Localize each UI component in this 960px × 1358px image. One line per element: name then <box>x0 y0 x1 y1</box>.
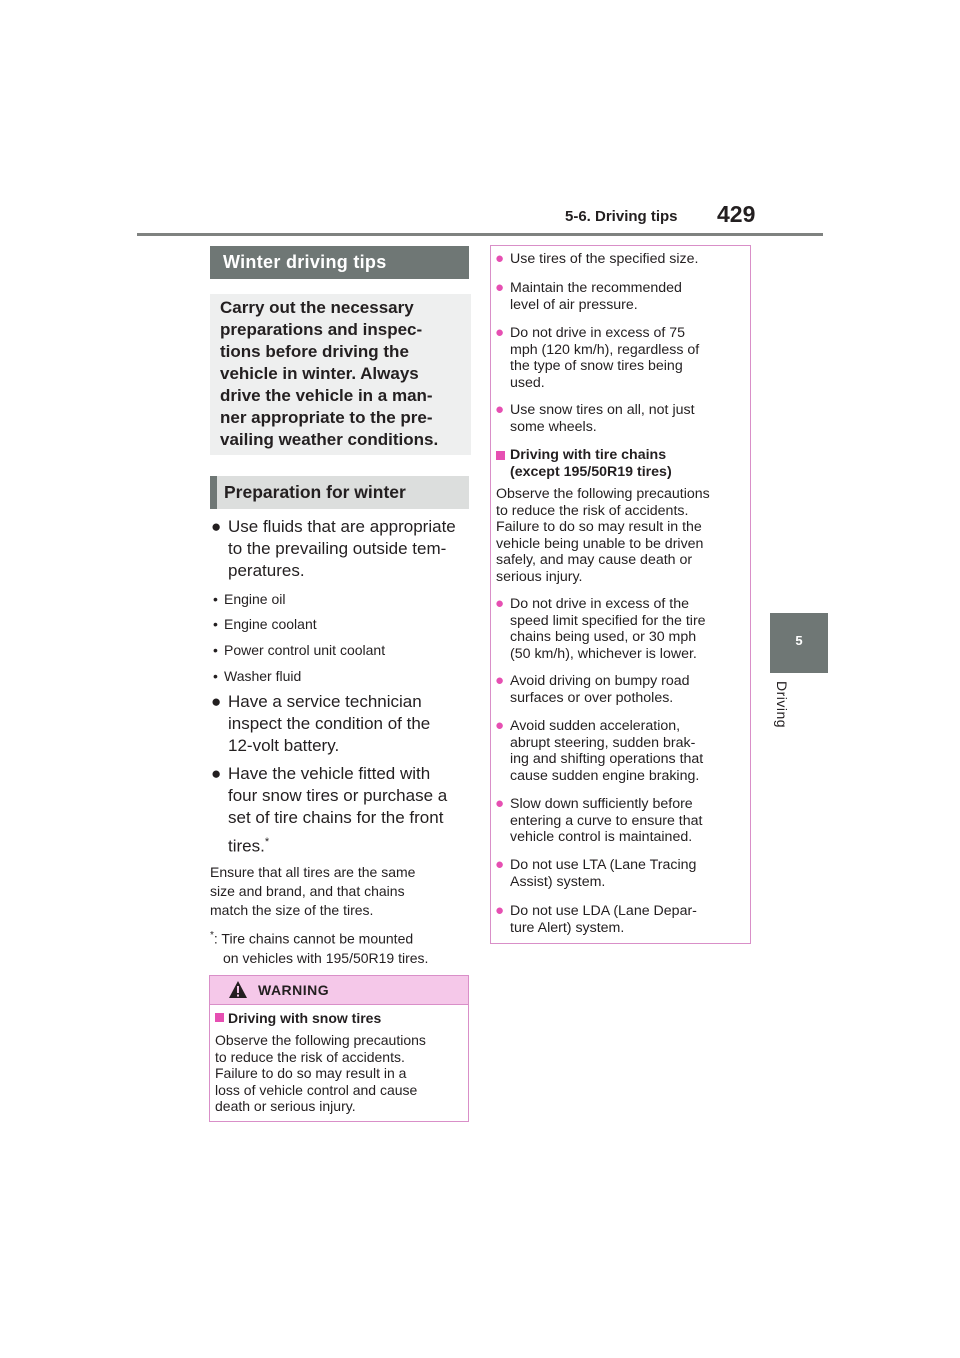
right-item-line: some wheels. <box>510 418 597 435</box>
chain-item <box>496 596 746 662</box>
footnote-line <box>210 926 472 949</box>
pink-bullet-icon: ● <box>495 250 505 267</box>
right-item-line: used. <box>510 374 545 391</box>
right-item-line: Avoid driving on bumpy road <box>510 673 690 689</box>
right-item-line: (50 km/h), whichever is lower. <box>510 645 697 662</box>
footnote <box>210 926 472 968</box>
chapter-tab[interactable]: 5 <box>770 613 828 673</box>
footnote-text: : Tire chains cannot be mounted <box>213 930 414 947</box>
list-item-line: 12-volt battery. <box>228 736 340 755</box>
right-item-line: Do not drive in excess of the <box>510 596 690 612</box>
right-item-line: chains being used, or 30 mph <box>510 629 697 645</box>
paragraph-line: match the size of the tires. <box>210 902 374 918</box>
sub-item-washer-fluid <box>213 667 468 685</box>
intro-line: vehicle in winter. Always <box>220 364 419 383</box>
right-item-line: level of air pressure. <box>510 296 638 313</box>
right-item <box>496 251 746 268</box>
paragraph-line: serious injury. <box>496 568 583 585</box>
right-item-line: Use tires of the specified size. <box>510 251 699 267</box>
chain-item <box>496 857 746 890</box>
sub-item-label: Washer fluid <box>224 668 302 684</box>
right-item-line: surfaces or over potholes. <box>510 689 674 706</box>
intro-line: Carry out the necessary <box>220 298 414 317</box>
paragraph-line: Ensure that all tires are the same <box>210 864 416 880</box>
right-item-line: Slow down sufficiently before <box>510 796 693 812</box>
right-item-line: entering a curve to ensure that <box>510 812 703 829</box>
warning-body <box>215 1032 465 1115</box>
paragraph-line: size and brand, and that chains <box>210 883 405 899</box>
right-item-line: speed limit specified for the tire <box>510 612 706 629</box>
chapter-label: Driving <box>774 681 790 729</box>
intro-line: vailing weather conditions. <box>220 430 439 449</box>
sub-item-pcu-coolant <box>213 641 468 659</box>
right-item-line: Do not use LTA (Lane Tracing <box>510 857 697 873</box>
list-item-battery <box>211 691 471 757</box>
warning-line: Observe the following precautions <box>215 1032 426 1048</box>
list-item-line: peratures. <box>228 561 305 580</box>
pink-bullet-icon: ● <box>495 279 505 296</box>
paragraph-line: safely, and may cause death or <box>496 552 693 568</box>
right-item-line: ing and shifting operations that <box>510 751 704 767</box>
square-bullet-icon <box>496 451 505 460</box>
warning-subheading <box>215 1010 381 1026</box>
pink-bullet-icon: ● <box>495 856 505 873</box>
sub-bullet-icon: • <box>213 668 218 684</box>
right-item <box>496 325 746 391</box>
footnote-line: on vehicles with 195/50R19 tires. <box>223 949 429 966</box>
warning-line: loss of vehicle control and cause <box>215 1081 418 1098</box>
right-item-line: Do not drive in excess of 75 <box>510 325 686 341</box>
list-item-line <box>228 831 471 858</box>
right-item-line: ture Alert) system. <box>510 919 625 936</box>
list-item-line: Have the vehicle fitted with <box>228 764 431 783</box>
right-item-line: abrupt steering, sudden brak- <box>510 734 696 751</box>
right-item-line: Avoid sudden acceleration, <box>510 718 681 734</box>
subheading-line: (except 195/50R19 tires) <box>510 463 672 480</box>
right-item-line: vehicle control is maintained. <box>510 829 693 845</box>
sub-item-engine-oil <box>213 590 468 608</box>
paragraph-line: Observe the following precautions <box>496 486 710 502</box>
pink-bullet-icon: ● <box>495 595 505 612</box>
warning-title: WARNING <box>258 982 330 998</box>
list-item-line: four snow tires or purchase a <box>228 786 448 805</box>
ensure-paragraph <box>210 863 468 920</box>
page-number: 429 <box>717 201 756 227</box>
intro-line: ner appropriate to the pre- <box>220 408 433 427</box>
list-item-last-word: tires. <box>228 836 265 856</box>
warning-subheading-text: Driving with snow tires <box>228 1010 382 1026</box>
sub-item-label: Engine oil <box>224 591 286 607</box>
list-item-fluids <box>211 516 471 582</box>
list-item-line: Use fluids that are appropriate <box>228 517 456 536</box>
sub-item-label: Power control unit coolant <box>224 642 386 658</box>
pink-bullet-icon: ● <box>495 401 505 418</box>
right-item-line: Use snow tires on all, not just <box>510 402 695 418</box>
intro-box <box>210 294 471 455</box>
paragraph-line: vehicle being unable to be driven <box>496 535 704 552</box>
list-item-line: inspect the condition of the <box>228 714 431 733</box>
sub-bullet-icon: • <box>213 642 218 658</box>
chain-item <box>496 673 746 706</box>
chain-item <box>496 796 746 846</box>
warning-header <box>210 976 468 1005</box>
right-item-line: the type of snow tires being <box>510 358 683 374</box>
right-item-line: mph (120 km/h), regardless of <box>510 341 700 358</box>
section-title: 5-6. Driving tips <box>565 208 678 225</box>
warning-line: death or serious injury. <box>215 1098 356 1114</box>
warning-line: to reduce the risk of accidents. <box>215 1048 405 1065</box>
pink-bullet-icon: ● <box>495 717 505 734</box>
footnote-marker: * <box>264 836 270 848</box>
sub-bullet-icon: • <box>213 616 218 632</box>
sub-item-engine-coolant <box>213 615 468 633</box>
chain-item <box>496 718 746 784</box>
list-item-line: Have a service technician <box>228 692 422 711</box>
right-item-line: cause sudden engine braking. <box>510 767 700 784</box>
pink-bullet-icon: ● <box>495 902 505 919</box>
sub-bullet-icon: • <box>213 591 218 607</box>
pink-bullet-icon: ● <box>495 324 505 341</box>
bullet-icon: ● <box>211 517 222 536</box>
chains-subheading <box>496 447 746 480</box>
pink-bullet-icon: ● <box>495 672 505 689</box>
preparation-heading: Preparation for winter <box>210 476 469 509</box>
chains-intro <box>496 486 746 585</box>
footnote-mark: * <box>210 930 214 941</box>
intro-line: drive the vehicle in a man- <box>220 386 433 405</box>
list-item-snow-tires <box>211 763 471 858</box>
header-rule <box>137 233 823 236</box>
intro-line: preparations and inspec- <box>220 320 423 339</box>
bullet-icon: ● <box>211 692 222 711</box>
list-item-line: set of tire chains for the front <box>228 808 444 827</box>
intro-line: tions before driving the <box>220 342 409 361</box>
right-item <box>496 280 746 313</box>
right-item-line: Do not use LDA (Lane Depar- <box>510 903 697 919</box>
warning-line: Failure to do so may result in a <box>215 1065 407 1081</box>
square-bullet-icon <box>215 1013 224 1022</box>
pink-bullet-icon: ● <box>495 795 505 812</box>
list-item-line: to the prevailing outside tem- <box>228 539 447 558</box>
paragraph-line: to reduce the risk of accidents. <box>496 502 689 519</box>
right-item-line: Assist) system. <box>510 873 606 890</box>
warning-box <box>209 975 469 1122</box>
bullet-icon: ● <box>211 764 222 783</box>
right-item <box>496 402 746 435</box>
paragraph-line: Failure to do so may result in the <box>496 519 702 535</box>
warning-triangle-icon <box>228 980 248 1000</box>
subheading-line: Driving with tire chains <box>510 447 667 463</box>
winter-driving-heading: Winter driving tips <box>210 246 469 279</box>
chain-item <box>496 903 746 936</box>
right-item-line: Maintain the recommended <box>510 280 682 296</box>
sub-item-label: Engine coolant <box>224 616 317 632</box>
